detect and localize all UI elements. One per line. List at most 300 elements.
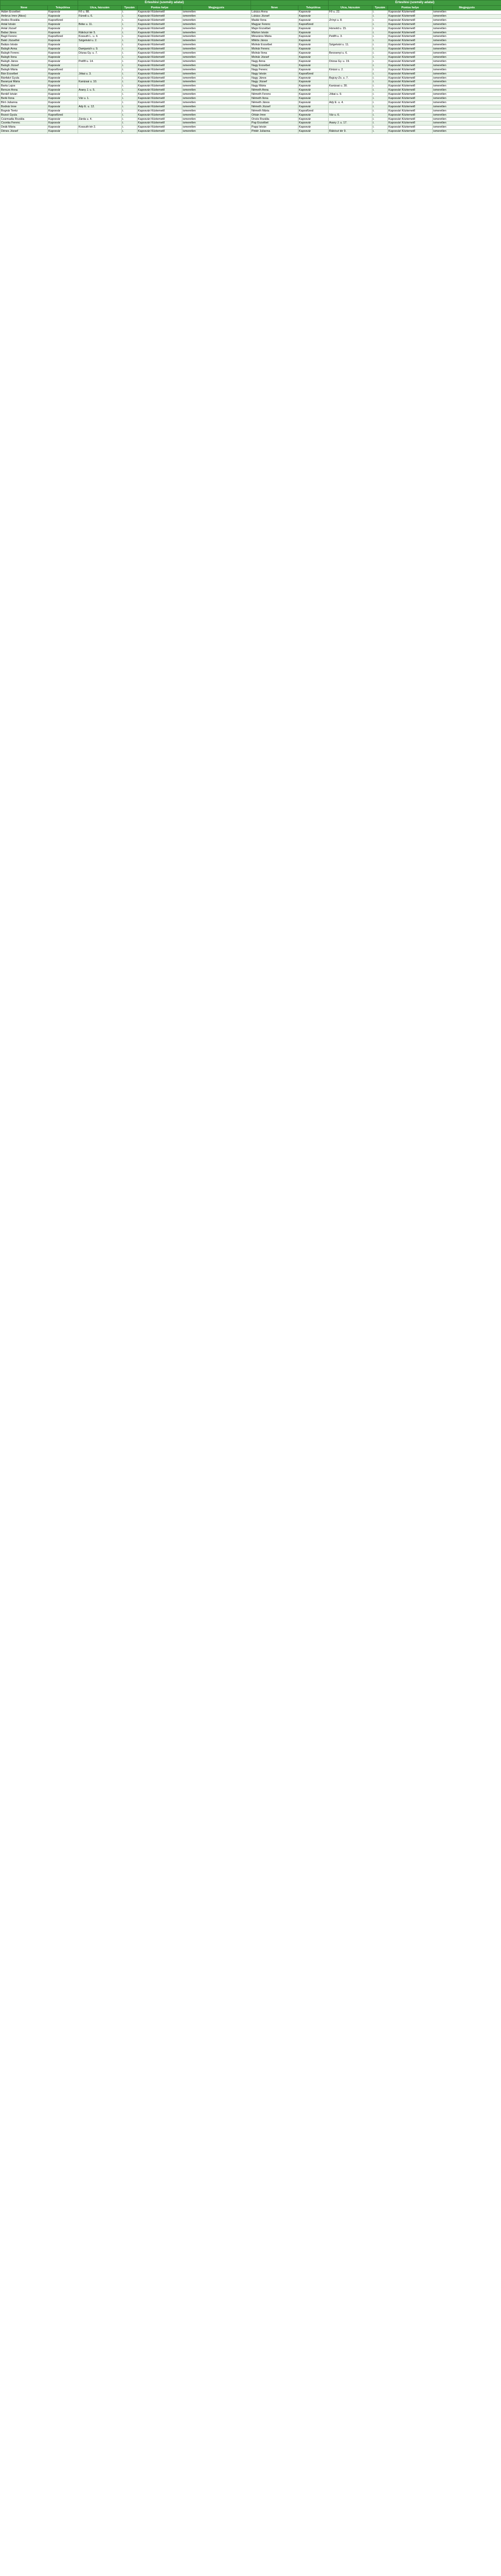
cell-code: i. <box>122 68 137 72</box>
cell-location: Kaposvári Köztemető <box>137 113 182 117</box>
table-row <box>251 117 501 121</box>
cell-settlement: Kaposvár <box>48 10 78 15</box>
cell-location: Kaposvári Köztemető <box>388 27 433 31</box>
cell-code: i. <box>372 121 388 126</box>
cell-settlement: Kaposvár <box>48 105 78 109</box>
table-row <box>1 55 251 59</box>
cell-address <box>329 105 372 109</box>
cell-note: ismeretlen <box>433 27 501 31</box>
cell-code: i. <box>372 72 388 76</box>
table-row <box>1 93 251 97</box>
cell-code: i. <box>372 101 388 105</box>
cell-settlement: Kaposvár <box>48 43 78 47</box>
header-group-label-right: Értesítési (személy adatai) <box>329 1 501 6</box>
table-row <box>251 55 501 59</box>
cell-location: Kaposvári Köztemető <box>388 52 433 56</box>
column-header-code: Tpszám <box>372 6 388 10</box>
cell-address <box>329 22 372 27</box>
cell-settlement: Kaposvár <box>298 27 329 31</box>
cell-note: ismeretlen <box>433 22 501 27</box>
table-row <box>1 39 251 43</box>
table-row <box>1 80 251 84</box>
table-row <box>251 121 501 126</box>
cell-address: Kinizsi u. 2. <box>329 68 372 72</box>
column-header-note: Megjegyzés <box>182 6 251 10</box>
cell-name: Bagó Ferenc <box>1 35 48 39</box>
cell-address: Szigetvári u. 11. <box>329 43 372 47</box>
table-row <box>1 18 251 22</box>
cell-note: ismeretlen <box>433 109 501 113</box>
cell-address: Füredi u. 6. <box>78 14 122 18</box>
cell-code: i. <box>372 39 388 43</box>
table-row <box>1 97 251 101</box>
cell-name: Benkő István <box>1 93 48 97</box>
cell-address <box>78 18 122 22</box>
cell-note: ismeretlen <box>433 10 501 15</box>
cell-note: ismeretlen <box>182 10 251 15</box>
cell-code: i. <box>122 27 137 31</box>
cell-location: Kaposvári Köztemető <box>388 35 433 39</box>
cell-settlement: Kaposfüred <box>48 68 78 72</box>
cell-location: Kaposvári Köztemető <box>137 68 182 72</box>
cell-code: i. <box>122 10 137 15</box>
cell-name: Orbán Imre <box>251 113 298 117</box>
cell-settlement: Kaposvár <box>48 55 78 59</box>
cell-settlement: Kaposvár <box>48 97 78 101</box>
cell-address <box>78 68 122 72</box>
cell-address <box>78 84 122 89</box>
cell-note: ismeretlen <box>182 113 251 117</box>
cell-address <box>78 43 122 47</box>
cell-settlement: Kaposvár <box>298 126 329 130</box>
cell-note: ismeretlen <box>433 18 501 22</box>
cell-note: ismeretlen <box>433 121 501 126</box>
cell-name: Balogh Anna <box>1 47 48 52</box>
cell-settlement: Kaposvár <box>298 76 329 80</box>
cell-address: Rákóczi tér 5. <box>78 31 122 35</box>
cell-name: Orsós Rozália <box>251 117 298 121</box>
cell-name: Molnár Ilona <box>251 52 298 56</box>
header-spacer-left <box>1 1 78 6</box>
cell-address <box>329 55 372 59</box>
cell-name: Major Erzsébet <box>251 27 298 31</box>
cell-location: Kaposvári Köztemető <box>137 31 182 35</box>
cell-code: i. <box>372 59 388 64</box>
cell-code: i. <box>122 97 137 101</box>
table-row <box>1 68 251 72</box>
cell-note: ismeretlen <box>433 97 501 101</box>
table-row <box>1 109 251 113</box>
cell-address: Fő u. 22. <box>329 10 372 15</box>
cell-name: Németh Ilona <box>251 97 298 101</box>
cell-name: Balogh József <box>1 64 48 68</box>
cell-note: ismeretlen <box>433 105 501 109</box>
cell-settlement: Kaposvár <box>48 80 78 84</box>
cell-address <box>78 55 122 59</box>
cell-note: ismeretlen <box>182 47 251 52</box>
table-row <box>1 14 251 18</box>
table-row <box>251 18 501 22</box>
cell-note: ismeretlen <box>433 47 501 52</box>
cell-code: i. <box>372 109 388 113</box>
cell-address <box>78 101 122 105</box>
cell-code: i. <box>122 43 137 47</box>
cell-note: ismeretlen <box>182 43 251 47</box>
cell-location: Kaposvári Köztemető <box>137 14 182 18</box>
cell-name: Bodnár Imre <box>1 105 48 109</box>
cell-name: Pap Erzsébet <box>251 121 298 126</box>
table-row <box>1 22 251 27</box>
header-row-left <box>1 6 251 10</box>
header-row-right <box>251 6 501 10</box>
column-header-name: Neve <box>1 6 48 10</box>
table-row <box>1 35 251 39</box>
cell-note: ismeretlen <box>182 72 251 76</box>
cell-note: ismeretlen <box>182 76 251 80</box>
cell-location: Kaposvári Köztemető <box>388 47 433 52</box>
cell-settlement: Kaposvár <box>298 93 329 97</box>
cell-name: Antal József <box>1 27 48 31</box>
cell-location: Kaposvári Köztemető <box>137 105 182 109</box>
cell-code: i. <box>372 22 388 27</box>
cell-note: ismeretlen <box>433 126 501 130</box>
cell-location: Kaposvári Köztemető <box>137 59 182 64</box>
cell-note: ismeretlen <box>433 84 501 89</box>
cell-settlement: Kaposvár <box>48 64 78 68</box>
cell-code: i. <box>372 76 388 80</box>
cell-note: ismeretlen <box>433 35 501 39</box>
cell-settlement: Kaposvár <box>298 31 329 35</box>
table-row <box>1 52 251 56</box>
cell-address <box>329 89 372 93</box>
cell-address: Bajcsy-Zs. u. 7. <box>329 76 372 80</box>
cell-location: Kaposvári Köztemető <box>388 18 433 22</box>
cell-name: Nagy Mária <box>251 84 298 89</box>
cell-code: i. <box>372 35 388 39</box>
cell-settlement: Kaposvár <box>298 64 329 68</box>
cell-name: Dénes József <box>1 130 48 134</box>
cell-address: Honvéd u. 15. <box>329 27 372 31</box>
table-row <box>1 113 251 117</box>
cell-location: Kaposvári Köztemető <box>388 80 433 84</box>
table-row <box>1 47 251 52</box>
cell-code: i. <box>372 84 388 89</box>
cell-note: ismeretlen <box>182 101 251 105</box>
cell-location: Kaposvári Köztemető <box>137 43 182 47</box>
table-row <box>251 109 501 113</box>
table-row <box>251 14 501 18</box>
table-row <box>251 22 501 27</box>
cell-address <box>78 130 122 134</box>
table-row <box>251 31 501 35</box>
cell-name: Németh József <box>251 105 298 109</box>
cell-location: Kaposvári Köztemető <box>388 76 433 80</box>
column-header-code: Tpszám <box>122 6 137 10</box>
cell-note: ismeretlen <box>433 31 501 35</box>
table-row <box>251 76 501 80</box>
cell-name: Balogh Mária <box>1 68 48 72</box>
cell-settlement: Kaposvár <box>298 39 329 43</box>
table-row <box>251 101 501 105</box>
cell-name: Németh Anna <box>251 89 298 93</box>
cell-settlement: Kaposvár <box>48 27 78 31</box>
cell-note: ismeretlen <box>182 31 251 35</box>
cell-address: Ady E. u. 12. <box>78 105 122 109</box>
table-row <box>251 130 501 134</box>
cell-name: Németh Mária <box>251 109 298 113</box>
cell-note: ismeretlen <box>433 93 501 97</box>
cell-name: Balogh Ferenc <box>1 52 48 56</box>
cell-code: i. <box>372 43 388 47</box>
cell-note: ismeretlen <box>182 35 251 39</box>
table-row <box>251 52 501 56</box>
table-row <box>251 84 501 89</box>
header-group-label-left: Értesítési (személy adatai) <box>78 1 251 6</box>
cell-name: Márton István <box>251 31 298 35</box>
cell-location: Kaposvári Köztemető <box>137 52 182 56</box>
cell-name: Nagy József <box>251 80 298 84</box>
cell-code: i. <box>122 130 137 134</box>
cell-address: Petőfi u. 14. <box>78 59 122 64</box>
cell-note: ismeretlen <box>182 121 251 126</box>
cell-location: Kaposvári Köztemető <box>137 18 182 22</box>
cell-note: ismeretlen <box>182 89 251 93</box>
cell-code: i. <box>372 130 388 134</box>
cell-code: i. <box>122 72 137 76</box>
cell-settlement: Kaposvár <box>298 84 329 89</box>
cell-location: Kaposvári Köztemető <box>137 117 182 121</box>
table-row <box>1 59 251 64</box>
cell-address: Zrínyi u. 8. <box>329 18 372 22</box>
cell-name: Csonka Ferenc <box>1 121 48 126</box>
cell-address <box>329 97 372 101</box>
cell-settlement: Kaposvár <box>298 121 329 126</box>
cell-settlement: Kaposvár <box>298 89 329 93</box>
table-row <box>1 105 251 109</box>
cell-location: Kaposvári Köztemető <box>388 84 433 89</box>
cell-address <box>78 109 122 113</box>
cell-address: Kossuth L. u. 4. <box>78 35 122 39</box>
cell-name: Pintér Julianna <box>251 130 298 134</box>
cell-code: i. <box>372 117 388 121</box>
table-row <box>251 126 501 130</box>
register-body-left <box>1 10 251 134</box>
cell-name: Papp István <box>251 126 298 130</box>
cell-note: ismeretlen <box>182 68 251 72</box>
cell-location: Kaposvári Köztemető <box>137 89 182 93</box>
cell-name: Barta Lajos <box>1 84 48 89</box>
cell-name: Bíró Julianna <box>1 101 48 105</box>
table-row <box>1 31 251 35</box>
table-row <box>251 47 501 52</box>
cell-location: Kaposvári Köztemető <box>388 14 433 18</box>
cell-name: Bakó Józsefné <box>1 39 48 43</box>
table-row <box>251 113 501 117</box>
cell-note: ismeretlen <box>433 43 501 47</box>
cell-settlement: Kaposfüred <box>298 22 329 27</box>
cell-settlement: Kaposvár <box>298 130 329 134</box>
cell-code: i. <box>372 10 388 15</box>
register-table-right <box>250 0 501 134</box>
cell-settlement: Kaposvár <box>48 31 78 35</box>
cell-settlement: Kaposvár <box>48 121 78 126</box>
cell-settlement: Kaposvár <box>298 10 329 15</box>
cell-name: Nagy János <box>251 76 298 80</box>
cell-note: ismeretlen <box>433 113 501 117</box>
cell-name: Balázs István <box>1 43 48 47</box>
table-row <box>1 130 251 134</box>
cell-code: i. <box>122 39 137 43</box>
cell-location: Kaposvári Köztemető <box>137 121 182 126</box>
cell-name: Baranyai Mária <box>1 80 48 84</box>
cell-note: ismeretlen <box>182 55 251 59</box>
cell-code: i. <box>122 64 137 68</box>
cell-location: Kaposvári Köztemető <box>388 43 433 47</box>
cell-address: Zárda u. 4. <box>78 117 122 121</box>
table-row <box>251 68 501 72</box>
header-spacer-right <box>251 1 329 6</box>
table-row <box>251 43 501 47</box>
cell-note: ismeretlen <box>182 14 251 18</box>
cell-note: ismeretlen <box>182 80 251 84</box>
cell-location: Kaposvári Köztemető <box>137 109 182 113</box>
cell-settlement: Kaposvár <box>298 97 329 101</box>
cell-code: i. <box>372 97 388 101</box>
cell-code: i. <box>122 126 137 130</box>
cell-note: ismeretlen <box>182 22 251 27</box>
column-header-settlement: Településa <box>48 6 78 10</box>
table-row <box>1 121 251 126</box>
cell-address: Berzsenyi u. 6. <box>329 52 372 56</box>
cell-settlement: Kaposvár <box>298 113 329 117</box>
cell-settlement: Kaposvár <box>298 105 329 109</box>
cell-settlement: Kaposvár <box>298 18 329 22</box>
cell-location: Kaposvári Köztemető <box>137 10 182 15</box>
cell-address <box>329 117 372 121</box>
cell-name: Miklós János <box>251 39 298 43</box>
cell-name: Andics Rozália <box>1 18 48 22</box>
cell-settlement: Kaposvár <box>48 14 78 18</box>
cell-name: Lukács József <box>251 14 298 18</box>
cell-code: i. <box>122 59 137 64</box>
cell-settlement: Kaposvár <box>48 22 78 27</box>
cell-settlement: Kaposvár <box>298 59 329 64</box>
cell-location: Kaposvári Köztemető <box>137 126 182 130</box>
table-row <box>251 59 501 64</box>
cell-name: Molnár Erzsébet <box>251 43 298 47</box>
cell-code: i. <box>372 105 388 109</box>
cell-code: i. <box>122 109 137 113</box>
cell-name: Adám Erzsébet <box>1 10 48 15</box>
cell-name: Bán Erzsébet <box>1 72 48 76</box>
cell-code: i. <box>372 113 388 117</box>
cell-location: Kaposvári Köztemető <box>137 93 182 97</box>
cell-address <box>329 39 372 43</box>
cell-note: ismeretlen <box>433 76 501 80</box>
cell-name: Ambrus Imre (Ákos) <box>1 14 48 18</box>
cell-location: Kaposvári Köztemető <box>388 89 433 93</box>
cell-location: Kaposvári Köztemető <box>388 113 433 117</box>
cell-note: ismeretlen <box>182 52 251 56</box>
table-row <box>251 39 501 43</box>
cell-settlement: Kaposvár <box>48 93 78 97</box>
cell-note: ismeretlen <box>182 18 251 22</box>
cell-address <box>78 64 122 68</box>
cell-note: ismeretlen <box>433 59 501 64</box>
table-row <box>251 64 501 68</box>
cell-note: ismeretlen <box>182 64 251 68</box>
cell-note: ismeretlen <box>182 105 251 109</box>
table-row <box>251 105 501 109</box>
cell-address <box>78 93 122 97</box>
cell-settlement: Kaposvár <box>48 72 78 76</box>
table-row <box>1 72 251 76</box>
column-header-name: Neve <box>251 6 298 10</box>
cell-code: i. <box>372 52 388 56</box>
cell-settlement: Kaposvár <box>48 84 78 89</box>
cell-address <box>329 47 372 52</box>
cell-address: Béke u. 11. <box>78 22 122 27</box>
cell-location: Kaposvári Köztemető <box>388 22 433 27</box>
cell-address: Kanizsai u. 30. <box>329 84 372 89</box>
cell-location: Kaposvári Köztemető <box>388 105 433 109</box>
cell-location: Kaposvári Köztemető <box>388 10 433 15</box>
table-row <box>251 27 501 31</box>
cell-settlement: Kaposvár <box>298 55 329 59</box>
column-header-location: Pontos helye <box>388 6 433 10</box>
cell-note: ismeretlen <box>433 39 501 43</box>
cell-settlement: Kaposvár <box>48 126 78 130</box>
cell-settlement: Kaposvár <box>298 47 329 52</box>
cell-settlement: Kaposvár <box>48 101 78 105</box>
cell-address: Rákóczi tér 9. <box>329 130 372 134</box>
cell-location: Kaposvári Köztemető <box>388 72 433 76</box>
cell-name: Magyar Ferenc <box>251 22 298 27</box>
cell-address <box>329 64 372 68</box>
cell-location: Kaposvári Köztemető <box>137 39 182 43</box>
cell-name: Bognár Teréz <box>1 109 48 113</box>
cell-settlement: Kaposvár <box>48 47 78 52</box>
cell-code: i. <box>122 52 137 56</box>
cell-location: Kaposvári Köztemető <box>137 72 182 76</box>
cell-location: Kaposvári Köztemető <box>388 117 433 121</box>
cell-note: ismeretlen <box>433 52 501 56</box>
cell-settlement: Kaposfüred <box>298 109 329 113</box>
cell-address: Dózsa Gy. u. 7. <box>78 52 122 56</box>
cell-name: Lukács Anna <box>251 10 298 15</box>
cell-name: Balogh Ilona <box>1 55 48 59</box>
table-row <box>1 76 251 80</box>
cell-location: Kaposvári Köztemető <box>137 22 182 27</box>
cell-location: Kaposvári Köztemető <box>388 55 433 59</box>
cell-address <box>329 72 372 76</box>
cell-code: i. <box>122 14 137 18</box>
cell-note: ismeretlen <box>182 117 251 121</box>
cell-note: ismeretlen <box>433 101 501 105</box>
cell-code: i. <box>122 93 137 97</box>
cell-location: Kaposvári Köztemető <box>137 64 182 68</box>
cell-note: ismeretlen <box>182 130 251 134</box>
cell-address: Arany J. u. 5. <box>78 89 122 93</box>
cell-code: i. <box>372 64 388 68</box>
cell-code: i. <box>122 31 137 35</box>
cell-code: i. <box>122 105 137 109</box>
cell-address <box>329 31 372 35</box>
cell-address: Dózsa Gy. u. 19. <box>329 59 372 64</box>
cell-name: Babai János <box>1 31 48 35</box>
cell-location: Kaposvári Köztemető <box>388 68 433 72</box>
column-header-note: Megjegyzés <box>433 6 501 10</box>
